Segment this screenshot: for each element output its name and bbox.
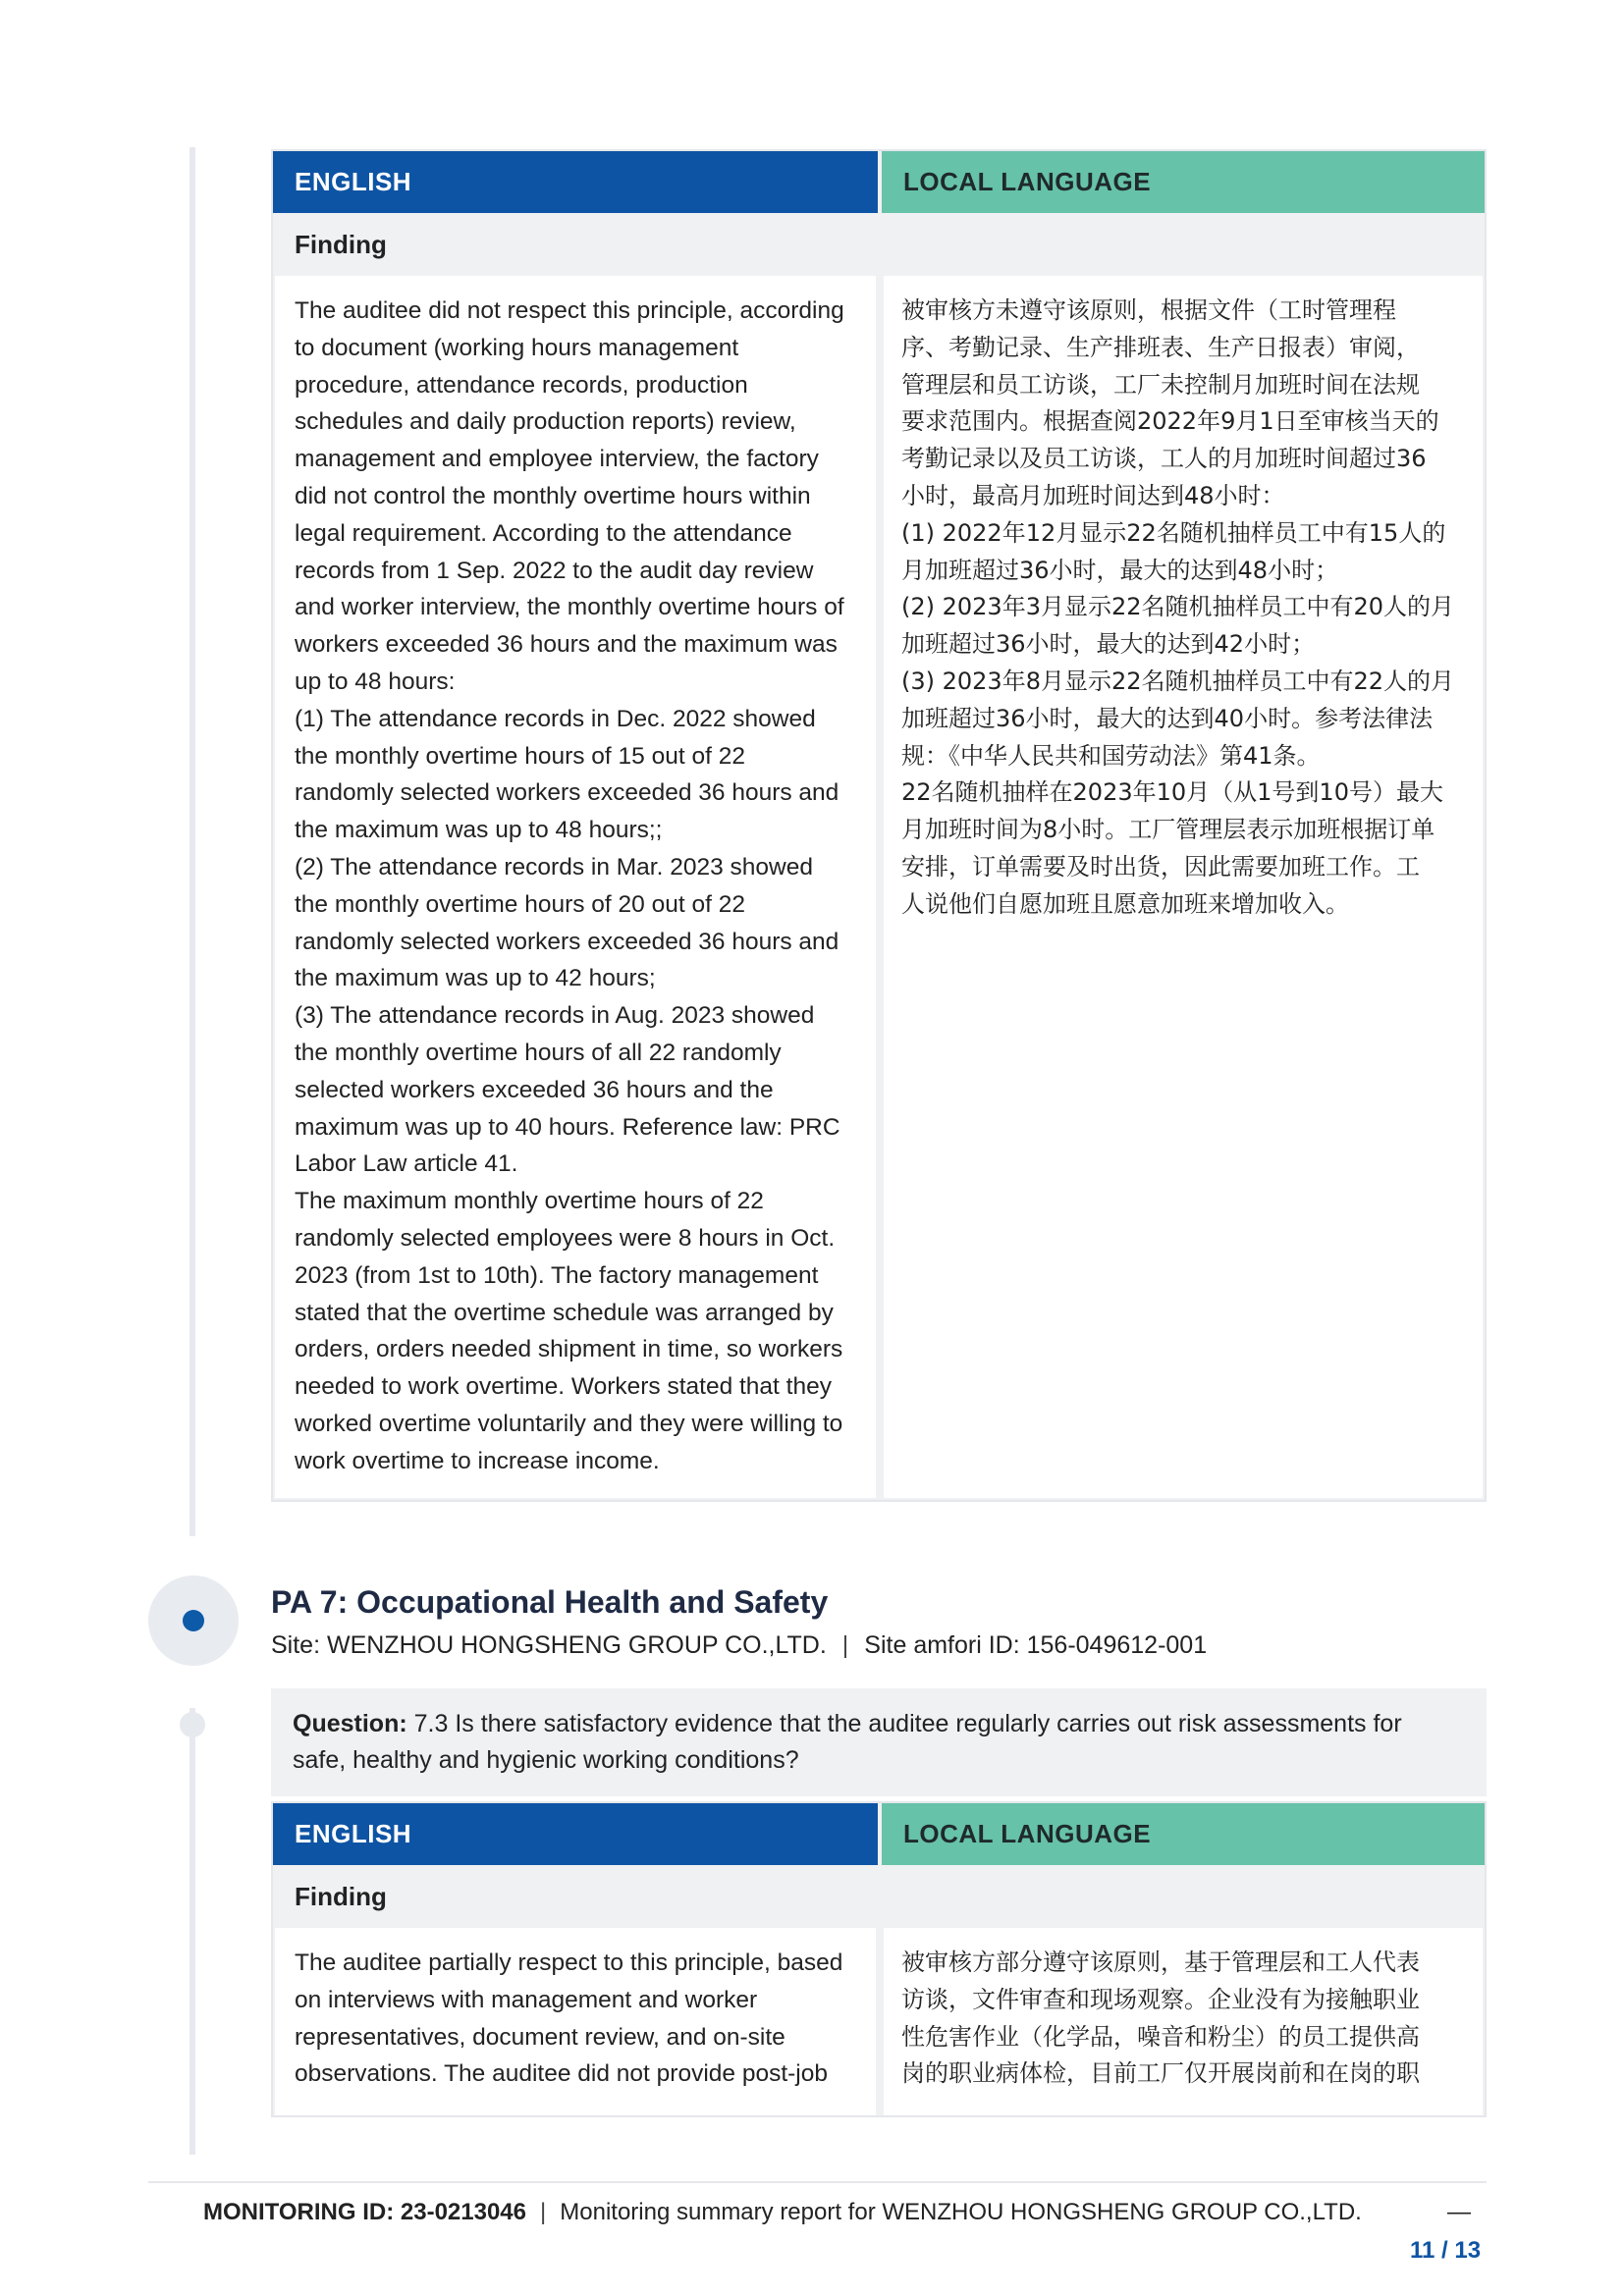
text-line: 加班超过36小时，最大的达到40小时。参考法律法 — [901, 704, 1434, 732]
text-line: procedure, attendance records, production — [295, 371, 748, 399]
text-line: 被审核方未遵守该原则，根据文件（工时管理程 — [901, 296, 1396, 324]
text-line: 2023 (from 1st to 10th). The factory management — [295, 1261, 819, 1289]
text-line: schedules and daily production reports) review, — [295, 408, 796, 436]
text-line: on interviews with management and worker — [295, 1986, 758, 2013]
text-line: 岗的职业病体检，目前工厂仅开展岗前和在岗的职 — [901, 2059, 1420, 2088]
timeline-node — [180, 1712, 205, 1737]
site-amfori-id: Site amfori ID: 156-049612-001 — [864, 1631, 1208, 1659]
text-line: randomly selected workers exceeded 36 hours and — [295, 928, 839, 955]
footer-dash: — — [1447, 2199, 1471, 2225]
timeline-line — [189, 1708, 195, 2155]
finding-table — [271, 1801, 1487, 2117]
text-line: records from 1 Sep. 2022 to the audit day review — [295, 557, 814, 584]
site-info — [271, 1631, 1207, 1660]
text-line: 人说他们自愿加班且愿意加班来增加收入。 — [901, 889, 1349, 918]
text-line: 访谈，文件审查和现场观察。企业没有为接触职业 — [901, 1985, 1420, 2013]
section-title: PA 7: Occupational Health and Safety — [271, 1584, 829, 1620]
finding-english-text — [275, 276, 876, 1498]
text-line: 要求范围内。根据查阅2022年9月1日至审核当天的 — [901, 407, 1439, 436]
text-line: 序、考勤记录、生产排班表、生产日报表）审阅， — [901, 333, 1420, 361]
text-line: 考勤记录以及员工访谈，工人的月加班时间超过36 — [901, 445, 1427, 473]
text-line: the maximum was up to 48 hours;; — [295, 817, 663, 844]
text-line: 月加班超过36小时，最大的达到48小时； — [901, 556, 1339, 584]
text-line: (2) The attendance records in Mar. 2023 showed — [295, 853, 813, 881]
text-line: did not control the monthly overtime hours within — [295, 482, 811, 509]
text-line: worked overtime voluntarily and they were willing to — [295, 1410, 843, 1437]
text-line: workers exceeded 36 hours and the maximum was — [295, 631, 838, 659]
text-line: (3) The attendance records in Aug. 2023 showed — [295, 1002, 815, 1030]
text-line: The auditee did not respect this principle, according — [295, 297, 844, 324]
text-line: orders, orders needed shipment in time, so workers — [295, 1336, 843, 1363]
finding-table — [271, 149, 1487, 1502]
footer-divider — [148, 2181, 1487, 2183]
page-number: 11 / 13 — [1410, 2237, 1482, 2264]
separator: | — [841, 1631, 849, 1659]
question-box — [271, 1688, 1487, 1796]
local-language-column-header: LOCAL LANGUAGE — [882, 151, 1485, 213]
finding-label: Finding — [295, 229, 387, 259]
english-column-header: ENGLISH — [273, 151, 878, 213]
finding-local-text — [884, 276, 1483, 1498]
text-line: 性危害作业（化学品，噪音和粉尘）的员工提供高 — [901, 2022, 1420, 2051]
text-line: The auditee partially respect to this principle, based — [295, 1949, 843, 1976]
text-line: (2) 2023年3月显示22名随机抽样员工中有20人的月 — [901, 593, 1455, 621]
text-line: to document (working hours management — [295, 334, 739, 361]
finding-local-text — [884, 1928, 1483, 2115]
footer — [203, 2199, 1362, 2226]
text-line: 规：《中华人民共和国劳动法》第41条。 — [901, 741, 1321, 770]
text-line: (1) The attendance records in Dec. 2022 showed — [295, 705, 816, 732]
timeline-marker — [148, 1575, 239, 1666]
text-line: Labor Law article 41. — [295, 1150, 518, 1178]
finding-english-text — [275, 1928, 876, 2115]
text-line: 22名随机抽样在2023年10月（从1号到10号）最大 — [901, 778, 1443, 807]
separator: | — [540, 2199, 547, 2225]
text-line: randomly selected workers exceeded 36 hours and — [295, 779, 839, 807]
text-line: work overtime to increase income. — [295, 1447, 660, 1474]
text-line: randomly selected employees were 8 hours in Oct. — [295, 1224, 836, 1252]
text-line: the maximum was up to 42 hours; — [295, 965, 656, 992]
question-text-line1: 7.3 Is there satisfactory evidence that the auditee regularly carries out risk assessments for — [406, 1710, 1402, 1737]
monitoring-id: MONITORING ID: 23-0213046 — [203, 2199, 527, 2225]
text-line: the monthly overtime hours of 15 out of 22 — [295, 742, 745, 770]
finding-label: Finding — [295, 1881, 387, 1911]
text-line: selected workers exceeded 36 hours and the — [295, 1076, 774, 1103]
text-line: (1) 2022年12月显示22名随机抽样员工中有15人的 — [901, 518, 1446, 547]
timeline-dot — [183, 1610, 204, 1631]
text-line: The maximum monthly overtime hours of 22 — [295, 1188, 764, 1215]
timeline-line — [189, 147, 195, 1536]
text-line: stated that the overtime schedule was arranged by — [295, 1299, 834, 1326]
text-line: 月加班时间为8小时。工厂管理层表示加班根据订单 — [901, 816, 1435, 844]
text-line: the monthly overtime hours of 20 out of 22 — [295, 890, 745, 918]
text-line: needed to work overtime. Workers stated that they — [295, 1373, 832, 1401]
text-line: 管理层和员工访谈，工厂未控制月加班时间在法规 — [901, 370, 1420, 399]
text-line: 被审核方部分遵守该原则，基于管理层和工人代表 — [901, 1949, 1420, 1976]
text-line: representatives, document review, and on-site — [295, 2023, 785, 2051]
text-line: legal requirement. According to the attendance — [295, 519, 792, 547]
site-name: Site: WENZHOU HONGSHENG GROUP CO.,LTD. — [271, 1631, 827, 1659]
text-line: 加班超过36小时，最大的达到42小时； — [901, 630, 1316, 659]
question-text-line2: safe, healthy and hygienic working conditions? — [293, 1746, 799, 1774]
text-line: management and employee interview, the factory — [295, 446, 819, 473]
text-line: 安排，订单需要及时出货，因此需要加班工作。工 — [901, 852, 1420, 881]
text-line: maximum was up to 40 hours. Reference law: PRC — [295, 1113, 840, 1141]
text-line: the monthly overtime hours of all 22 randomly — [295, 1039, 782, 1066]
report-title: Monitoring summary report for WENZHOU HONGSHENG GROUP CO.,LTD. — [560, 2199, 1362, 2225]
text-line: and worker interview, the monthly overtime hours of — [295, 594, 844, 621]
local-language-column-header: LOCAL LANGUAGE — [882, 1803, 1485, 1865]
english-column-header: ENGLISH — [273, 1803, 878, 1865]
question-label: Question: — [293, 1710, 407, 1737]
text-line: 小时，最高月加班时间达到48小时： — [901, 481, 1285, 509]
text-line: up to 48 hours: — [295, 667, 456, 695]
text-line: (3) 2023年8月显示22名随机抽样员工中有22人的月 — [901, 667, 1455, 695]
text-line: observations. The auditee did not provide post-job — [295, 2060, 828, 2088]
